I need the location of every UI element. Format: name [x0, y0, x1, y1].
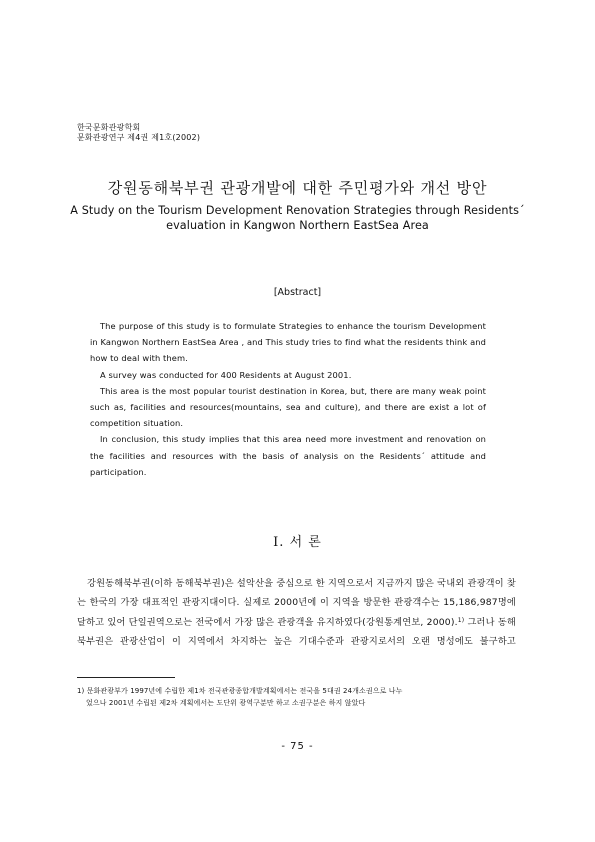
- footnote: [77, 685, 516, 709]
- society-name: 한국문화관광학회: [77, 123, 141, 132]
- abstract-paragraph: In conclusion, this study implies that this area need more investment and renovation on the facilities and resources with the basis of analysis on the Residents´ attitude and participation.: [90, 434, 486, 477]
- abstract-paragraph: A survey was conducted for 400 Residents at August 2001.: [100, 369, 352, 380]
- footnote-line-1: 1) 문화관광부가 1997년에 수립한 제1차 전국관광종합개발계획에서는 전국을 5대권 24개소권으로 나누: [77, 687, 403, 695]
- section-heading: Ⅰ. 서 론: [273, 535, 322, 550]
- body-paragraph: [77, 574, 516, 651]
- abstract-heading: [Abstract]: [273, 287, 322, 298]
- journal-info: 문화관광연구 제4권 제1호(2002): [77, 133, 201, 142]
- page-number: - 75 -: [281, 741, 314, 752]
- footnote-divider: [77, 677, 175, 678]
- footnote-line-2: 었으나 2001년 수립된 제2차 계획에서는 도단위 광역구분만 하고 소권구분은 하지 않았다: [86, 699, 366, 707]
- title-korean: 강원동해북부권 관광개발에 대한 주민평가와 개선 방안: [107, 179, 488, 197]
- body-text: [77, 574, 516, 651]
- abstract-body: [90, 318, 486, 480]
- footnote-mark: 1): [457, 616, 465, 624]
- title-english: A Study on the Tourism Development Renovation Strategies through Residents´ evaluation in Kangwon Northern EastSea Area: [70, 204, 525, 232]
- body-text-part1: 강원동해북부권(이하 동해북부권)은 설악산을 중심으로 한 지역으로서 지금까지 많은 국내외 관광객이 찾는 한국의 가장 대표적인 관광지대이다. 실제로 2000년에 이 지역을 방문한 관광객수는 15,186,987명에 달하고 있어 단일권역으로는 전국에서 가장 많은 관광객을 유지하였다(강원통계연보, 2000).: [77, 578, 517, 628]
- body-text-part2: 그러나 동해북부권은 관광산업이 이 지역에서 차지하는 높은 기대수준과 관광지로서의 오랜 명성에도 불구하고: [77, 616, 516, 647]
- abstract-paragraph: The purpose of this study is to formulate Strategies to enhance the tourism Development in Kangwon Northern EastSea Area , and This study tries to find what the residents think and how to deal with them.: [90, 321, 486, 364]
- abstract-paragraph: This area is the most popular tourist destination in Korea, but, there are many weak point such as, facilities and resources(mountains, sea and culture), and there are exist a lot of competition situation.: [90, 385, 486, 429]
